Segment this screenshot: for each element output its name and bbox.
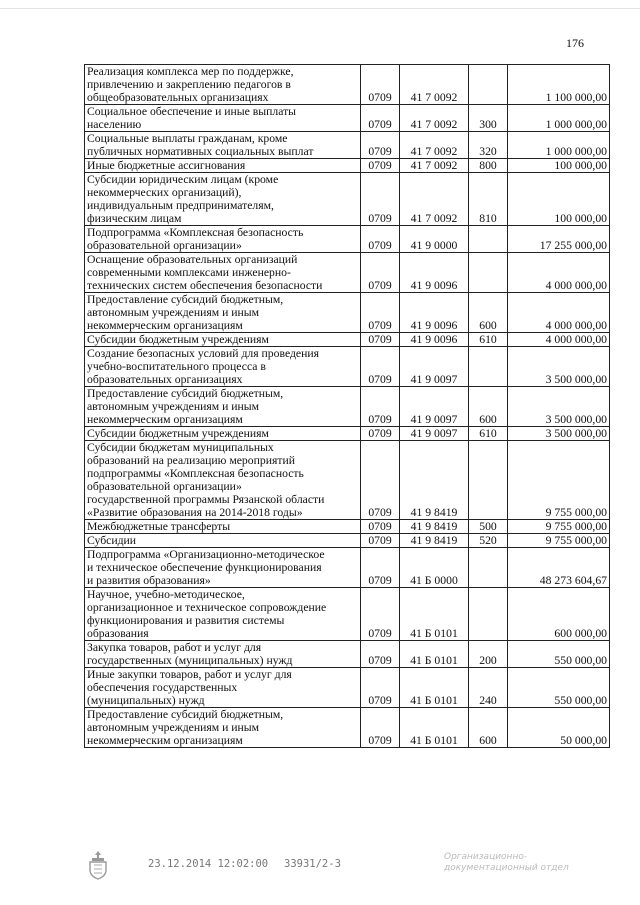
row-section: 0709 — [361, 427, 400, 441]
row-sum: 48 273 604,67 — [508, 548, 610, 588]
row-article: 41 9 0096 — [400, 333, 469, 347]
table-row — [85, 293, 610, 333]
row-name — [85, 65, 361, 105]
coat-of-arms-icon — [86, 850, 110, 880]
row-section: 0709 — [361, 253, 400, 293]
row-sum: 50 000,00 — [508, 708, 610, 748]
row-name — [85, 520, 361, 534]
row-section: 0709 — [361, 534, 400, 548]
row-section: 0709 — [361, 520, 400, 534]
row-section: 0709 — [361, 347, 400, 387]
row-name-line: Предоставление субсидий бюджетным, — [87, 293, 284, 306]
row-name — [85, 641, 361, 668]
footer-watermark — [444, 852, 594, 874]
row-section: 0709 — [361, 173, 400, 226]
row-section: 0709 — [361, 641, 400, 668]
row-name-line: Субсидии юридическим лицам (кроме — [87, 173, 279, 186]
row-sum: 600 000,00 — [508, 588, 610, 641]
row-sum: 4 000 000,00 — [508, 293, 610, 333]
row-sum: 3 500 000,00 — [508, 347, 610, 387]
row-article: 41 Б 0101 — [400, 708, 469, 748]
row-name — [85, 708, 361, 748]
row-name-line: обеспечения государственных — [87, 681, 238, 694]
row-name-line: образовательной организации» — [87, 480, 242, 493]
row-expense-type — [469, 548, 508, 588]
row-article: 41 9 0096 — [400, 253, 469, 293]
row-section: 0709 — [361, 159, 400, 173]
row-name — [85, 253, 361, 293]
row-name-line: учебно-воспитательного процесса в — [87, 360, 266, 373]
row-expense-type: 600 — [469, 293, 508, 333]
row-expense-type — [469, 253, 508, 293]
row-section: 0709 — [361, 293, 400, 333]
row-name-line: Субсидии бюджетам муниципальных — [87, 441, 274, 454]
row-name-line: образования — [87, 627, 149, 640]
row-name — [85, 668, 361, 708]
row-name-line: Субсидии — [87, 534, 137, 547]
row-article: 41 9 0000 — [400, 226, 469, 253]
row-expense-type: 500 — [469, 520, 508, 534]
row-name-line: некоммерческих организаций), — [87, 186, 242, 199]
watermark-line: документационный отдел — [444, 863, 569, 873]
row-article: 41 7 0092 — [400, 159, 469, 173]
table-row — [85, 588, 610, 641]
row-name-line: индивидуальным предпринимателям, — [87, 199, 274, 212]
row-name — [85, 427, 361, 441]
row-name — [85, 159, 361, 173]
row-name-line: Подпрограмма «Комплексная безопасность — [87, 226, 304, 239]
row-section: 0709 — [361, 333, 400, 347]
row-sum: 9 755 000,00 — [508, 534, 610, 548]
row-expense-type: 320 — [469, 132, 508, 159]
row-article: 41 9 0097 — [400, 387, 469, 427]
row-name-line: Социальные выплаты гражданам, кроме — [87, 132, 288, 145]
row-article: 41 Б 0000 — [400, 548, 469, 588]
row-name — [85, 441, 361, 520]
row-expense-type: 520 — [469, 534, 508, 548]
row-article: 41 7 0092 — [400, 132, 469, 159]
row-article: 41 9 0096 — [400, 293, 469, 333]
row-name — [85, 173, 361, 226]
row-name — [85, 548, 361, 588]
row-name — [85, 132, 361, 159]
row-sum: 17 255 000,00 — [508, 226, 610, 253]
row-name-line: автономным учреждениям и иным — [87, 306, 260, 319]
row-name-line: и техническое обеспечение функционирования — [87, 561, 322, 574]
row-name-line: Научное, учебно-методическое, — [87, 588, 245, 601]
row-name — [85, 347, 361, 387]
row-article: 41 9 0097 — [400, 427, 469, 441]
page-footer — [84, 850, 594, 880]
budget-table — [84, 64, 610, 748]
row-article: 41 7 0092 — [400, 65, 469, 105]
row-section: 0709 — [361, 132, 400, 159]
row-name-line: общеобразовательных организациях — [87, 91, 269, 104]
row-article: 41 7 0092 — [400, 173, 469, 226]
table-row — [85, 65, 610, 105]
row-sum: 100 000,00 — [508, 159, 610, 173]
row-name-line: Социальное обеспечение и иные выплаты — [87, 105, 297, 118]
table-row — [85, 226, 610, 253]
row-section: 0709 — [361, 588, 400, 641]
row-name-line: (муниципальных) нужд — [87, 694, 205, 707]
row-sum: 9 755 000,00 — [508, 441, 610, 520]
table-row — [85, 708, 610, 748]
row-name-line: Субсидии бюджетным учреждениям — [87, 427, 269, 440]
row-article: 41 9 0097 — [400, 347, 469, 387]
row-section: 0709 — [361, 105, 400, 132]
row-name-line: Реализация комплекса мер по поддержке, — [87, 65, 294, 78]
row-sum: 550 000,00 — [508, 668, 610, 708]
footer-document-id: 33931/2-3 — [284, 858, 341, 870]
row-expense-type: 810 — [469, 173, 508, 226]
row-expense-type: 800 — [469, 159, 508, 173]
row-name-line: подпрограммы «Комплексная безопасность — [87, 467, 304, 480]
row-expense-type: 600 — [469, 387, 508, 427]
row-section: 0709 — [361, 387, 400, 427]
row-section: 0709 — [361, 226, 400, 253]
row-name-line: образований на реализацию мероприятий — [87, 454, 295, 467]
row-expense-type: 240 — [469, 668, 508, 708]
table-row — [85, 387, 610, 427]
row-name — [85, 105, 361, 132]
row-article: 41 Б 0101 — [400, 641, 469, 668]
table-row — [85, 641, 610, 668]
page-number: 176 — [566, 36, 584, 50]
table-row — [85, 159, 610, 173]
row-sum: 4 000 000,00 — [508, 253, 610, 293]
row-expense-type — [469, 347, 508, 387]
row-name — [85, 387, 361, 427]
row-sum: 3 500 000,00 — [508, 387, 610, 427]
table-row — [85, 173, 610, 226]
row-name-line: современными комплексами инженерно- — [87, 266, 291, 279]
row-sum: 550 000,00 — [508, 641, 610, 668]
row-expense-type — [469, 588, 508, 641]
row-expense-type: 610 — [469, 333, 508, 347]
row-name-line: государственной программы Рязанской области — [87, 493, 325, 506]
row-section: 0709 — [361, 548, 400, 588]
row-name-line: некоммерческим организациям — [87, 319, 243, 332]
row-name-line: Межбюджетные трансферты — [87, 520, 231, 533]
row-sum: 9 755 000,00 — [508, 520, 610, 534]
row-name-line: образовательных организациях — [87, 373, 243, 386]
footer-date: 23.12.2014 12:02:00 — [148, 858, 269, 870]
row-expense-type: 600 — [469, 708, 508, 748]
row-article: 41 9 8419 — [400, 520, 469, 534]
row-expense-type: 610 — [469, 427, 508, 441]
row-sum: 1 100 000,00 — [508, 65, 610, 105]
row-name-line: населению — [87, 118, 142, 131]
row-name-line: Иные бюджетные ассигнования — [87, 159, 246, 172]
row-name — [85, 293, 361, 333]
row-name-line: Оснащение образовательных организаций — [87, 253, 298, 266]
row-name-line: Закупка товаров, работ и услуг для — [87, 641, 262, 654]
row-name — [85, 534, 361, 548]
row-name-line: технических систем обеспечения безопасности — [87, 279, 323, 292]
row-section: 0709 — [361, 668, 400, 708]
row-article: 41 7 0092 — [400, 105, 469, 132]
row-name — [85, 226, 361, 253]
row-section: 0709 — [361, 441, 400, 520]
row-name-line: Подпрограмма «Организационно-методическое — [87, 548, 325, 561]
row-article: 41 Б 0101 — [400, 668, 469, 708]
row-name-line: публичных нормативных социальных выплат — [87, 145, 314, 158]
row-sum: 1 000 000,00 — [508, 105, 610, 132]
watermark-line: Организационно- — [444, 852, 528, 862]
table-row — [85, 427, 610, 441]
row-name-line: государственных (муниципальных) нужд — [87, 654, 293, 667]
row-name-line: «Развитие образования на 2014-2018 годы» — [87, 506, 303, 519]
row-name-line: привлечению и закреплению педагогов в — [87, 78, 291, 91]
table-row — [85, 132, 610, 159]
row-expense-type: 200 — [469, 641, 508, 668]
table-row — [85, 333, 610, 347]
row-name-line: Создание безопасных условий для проведения — [87, 347, 319, 360]
row-name-line: функционирования и развития системы — [87, 614, 285, 627]
row-sum: 4 000 000,00 — [508, 333, 610, 347]
table-row — [85, 520, 610, 534]
table-row — [85, 548, 610, 588]
row-name-line: Предоставление субсидий бюджетным, — [87, 708, 284, 721]
row-expense-type — [469, 226, 508, 253]
row-name-line: образовательной организации» — [87, 239, 242, 252]
row-sum: 3 500 000,00 — [508, 427, 610, 441]
scan-edge-line — [0, 8, 640, 9]
row-name-line: автономным учреждениям и иным — [87, 721, 260, 734]
row-name — [85, 333, 361, 347]
row-name-line: Иные закупки товаров, работ и услуг для — [87, 668, 292, 681]
table-row — [85, 534, 610, 548]
row-section: 0709 — [361, 708, 400, 748]
table-row — [85, 668, 610, 708]
table-row — [85, 253, 610, 293]
row-article: 41 Б 0101 — [400, 588, 469, 641]
row-sum: 1 000 000,00 — [508, 132, 610, 159]
row-article: 41 9 8419 — [400, 534, 469, 548]
row-article: 41 9 8419 — [400, 441, 469, 520]
row-name-line: некоммерческим организациям — [87, 734, 243, 747]
row-section: 0709 — [361, 65, 400, 105]
row-sum: 100 000,00 — [508, 173, 610, 226]
row-name-line: автономным учреждениям и иным — [87, 400, 260, 413]
row-expense-type: 300 — [469, 105, 508, 132]
table-row — [85, 105, 610, 132]
row-expense-type — [469, 441, 508, 520]
row-name-line: некоммерческим организациям — [87, 413, 243, 426]
row-name — [85, 588, 361, 641]
row-name-line: организационное и техническое сопровождение — [87, 601, 327, 614]
row-name-line: Предоставление субсидий бюджетным, — [87, 387, 284, 400]
table-row — [85, 441, 610, 520]
row-name-line: физическим лицам — [87, 212, 182, 225]
row-name-line: Субсидии бюджетным учреждениям — [87, 333, 269, 346]
row-expense-type — [469, 65, 508, 105]
table-row — [85, 347, 610, 387]
row-name-line: и развития образования» — [87, 574, 211, 587]
